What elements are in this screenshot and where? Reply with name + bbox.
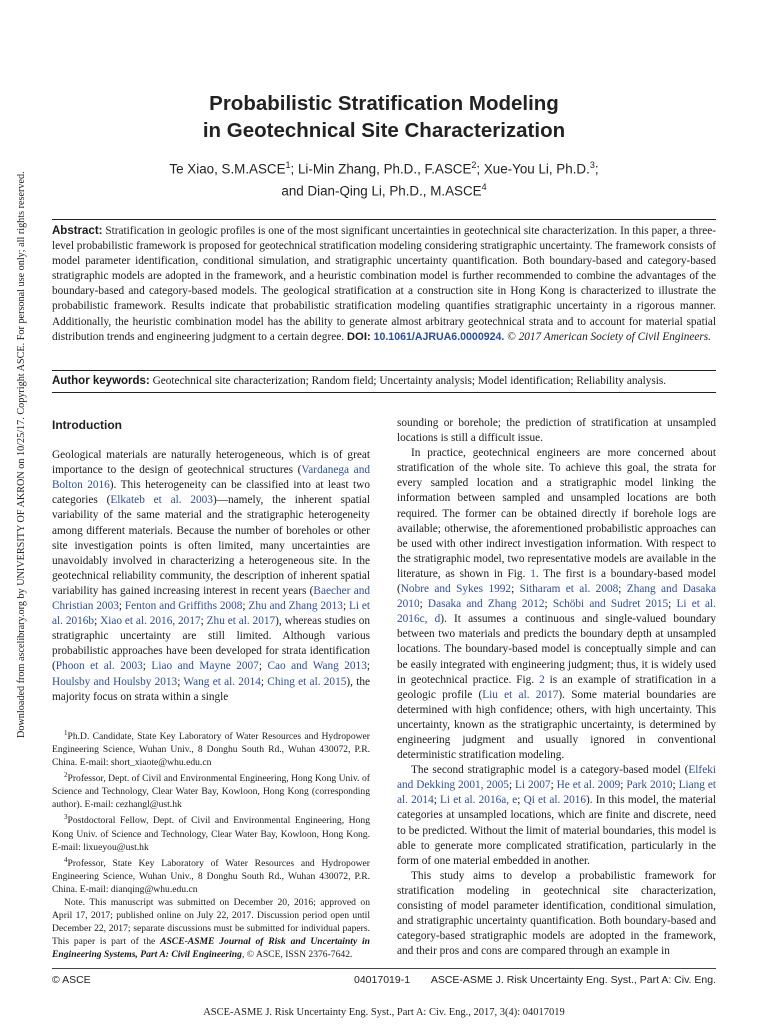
download-notice-text: Downloaded from ascelibrary.org by UNIVERSITY OF AKRON on 10/25/17. Copyright ASCE. For personal use only; all rights reserved.	[16, 171, 27, 738]
citation-link[interactable]: Li et al. 2016b	[52, 600, 370, 628]
body-text: ), the majority focus on strata within a single	[52, 675, 371, 703]
citation-link[interactable]: Baecher and Christian 2003	[52, 584, 371, 613]
keywords-top-rule	[52, 370, 716, 371]
footnote-3-text: Postdoctoral Fellow, Dept. of Civil and Environmental Engineering, Hong Kong Univ. of Science and Technology, Clear Water Bay, Kowloon, Hong Kong. E-mail: lixueyou@ust.hk	[52, 815, 370, 853]
abstract-top-rule	[52, 219, 716, 220]
left-column	[52, 416, 370, 705]
body-text: . The first is a boundary-based model (	[397, 567, 716, 596]
citation-link[interactable]: He et al. 2009	[556, 779, 621, 792]
footnote-1-text: Ph.D. Candidate, State Key Laboratory of Water Resources and Hydropower Engineering Science, Wuhan Univ., 8 Donghu South Rd., Wuhan 430072, P.R. China. E-mail: short_xiaote@whu.edu.cn	[52, 731, 370, 769]
author-line-1	[0, 156, 768, 178]
body-text: In practice, geotechnical engineers are more concerned about stratification of the whole site. To achieve this goal, the strata for every sampled location and a stratigraphic model linking the information between sampled and unsampled locations are both required. The former can be obtained directly if borehole logs are available; otherwise, the aforementioned probabilistic approaches can be used with other indirect investigation information. With respect to the stratigraphic model, two representative models are available in the literature, as shown in Fig.	[397, 447, 716, 580]
footnote-2-text: Professor, Dept. of Civil and Environmental Engineering, Hong Kong Univ. of Science and Technology, Clear Water Bay, Kowloon, Hong Kong (corresponding author). E-mail: cezhangl@ust.hk	[52, 773, 370, 811]
body-text: ;	[544, 598, 553, 611]
citation-link[interactable]: Qi et al. 2016	[523, 794, 587, 807]
footnote-3-marker: 3	[64, 813, 68, 822]
footer-copyright: © ASCE	[52, 974, 91, 986]
body-text: ;	[242, 600, 249, 613]
footnote-1-marker: 1	[64, 729, 68, 737]
submission-note-end: , © ASCE, ISSN 2376-7642.	[241, 948, 353, 960]
author-2: ; Li-Min Zhang, Ph.D., F.ASCE	[290, 161, 472, 177]
author-4-affiliation: 4	[481, 182, 487, 193]
body-text: ;	[517, 794, 524, 807]
body-text: ;	[258, 660, 268, 673]
body-text: ;	[260, 675, 268, 688]
body-text: ;	[366, 660, 370, 673]
author-4: and Dian-Qing Li, Ph.D., M.ASCE	[281, 183, 482, 199]
keywords-bottom-rule	[52, 392, 716, 393]
body-text: ;	[620, 779, 627, 792]
abstract	[52, 224, 716, 345]
citation-link[interactable]: Liao and Mayne 2007	[151, 660, 259, 673]
citation-link[interactable]: Li 2007	[515, 779, 551, 792]
abstract-label: Abstract:	[52, 225, 103, 237]
citation-link[interactable]: Ching et al. 2015	[267, 675, 347, 688]
abstract-copyright: © 2017 American Society of Civil Engineers.	[507, 330, 712, 343]
author-1: Te Xiao, S.M.ASCE	[169, 161, 286, 177]
footer-rule	[52, 968, 716, 969]
right-paragraph-practice	[397, 446, 716, 763]
footer-journal: ASCE-ASME J. Risk Uncertainty Eng. Syst., Part A: Civ. Eng.	[430, 974, 716, 986]
body-text: ). It assumes a continuous and single-valued boundary between two materials and predicts the boundary depth at unsampled locations. The boundary-based model is conceptually simple and can be easily integrated with engineering judgment; thus, it is widely used in geotechnical practice. Fig.	[397, 613, 716, 686]
body-text: ;	[419, 598, 428, 611]
keywords-text: Geotechnical site characterization; Random field; Uncertainty analysis; Model identification; Reliability analysis.	[149, 375, 667, 387]
footnote-3	[52, 811, 370, 853]
body-text: ;	[550, 779, 557, 792]
section-heading-introduction: Introduction	[52, 418, 122, 432]
download-notice	[4, 171, 27, 738]
body-text: Geological materials are naturally heterogeneous, which is of great importance to the design of geotechnical structures (	[52, 449, 370, 477]
author-keywords	[52, 374, 716, 389]
intro-paragraph	[52, 448, 370, 705]
citation-link[interactable]: Elkateb et al. 2003	[110, 494, 213, 507]
right-paragraph-continued	[397, 416, 716, 446]
footnote-2-marker: 2	[64, 771, 68, 780]
citation-link[interactable]: Liu et al. 2017	[482, 688, 559, 701]
citation-link[interactable]: Wang et al. 2014	[183, 675, 261, 688]
citation-link[interactable]: 1	[530, 567, 536, 580]
footnote-1	[52, 727, 370, 769]
submission-note	[52, 896, 370, 961]
citation-link[interactable]: Schöbi and Sudret 2015	[552, 598, 669, 611]
keywords-label: Author keywords:	[52, 375, 150, 387]
body-text: The second stratigraphic model is a category-based model (	[411, 764, 689, 777]
right-paragraph-category-model	[397, 763, 716, 869]
title-line-2: in Geotechnical Site Characterization	[202, 119, 566, 142]
footnotes	[52, 727, 370, 961]
citation-link[interactable]: Zhu and Zhang 2013	[248, 600, 343, 613]
body-text: ). Some material boundaries are determined with high confidence; others, with high uncertainty. This uncertainty, known as the stratigraphic uncertainty, is determined by engineering judgment and usually ignored in conventional deterministic stratification modeling.	[397, 688, 717, 762]
citation-link[interactable]: Cao and Wang 2013	[267, 660, 367, 673]
author-list	[0, 156, 768, 201]
body-text: is an example of stratification in a geologic profile (	[397, 673, 716, 701]
citation-link[interactable]: Zhang and Dasaka 2010	[397, 583, 716, 611]
abstract-text: Stratification in geologic profiles is one of the most significant uncertainties in geotechnical site characterization. In this paper, a three-level probabilistic framework is proposed for geotechnical stratification modeling considering stratigraphic uncertainty. The framework consists of model parameter identification, conditional simulation, and stratigraphic uncertainty quantification. Both boundary-based and category-based stratigraphic models are adopted in the framework, and a heuristic combination model is further recommended to combine the advantages of the boundary-based and category-based models. The geological stratification at a construction site in Hong Kong is characterized to illustrate the probabilistic framework. Results indicate that probabilistic stratification modeling quantifies stratigraphic uncertainty in a rigorous manner. Additionally, the heuristic combination model has the ability to generate almost arbitrary geotechnical strata and to account for material spatial distribution trends and engineering judgment to a certain degree.	[52, 225, 716, 343]
citation-link[interactable]: Sitharam et al. 2008	[519, 583, 619, 596]
citation-link[interactable]: Fenton and Griffiths 2008	[124, 600, 243, 613]
submission-note-text: Note. This manuscript was submitted on December 20, 2016; approved on April 17, 2017; published online on July 22, 2017. Discussion period open until December 22, 2017; separate discussions must be submitted for individual papers. This paper is part of the	[52, 896, 370, 947]
author-line-2	[0, 178, 768, 200]
body-text: sounding or borehole; the prediction of stratification at unsampled locations is still a difficult issue.	[397, 417, 716, 445]
citation-line: ASCE-ASME J. Risk Uncertainty Eng. Syst., Part A: Civ. Eng., 2017, 3(4): 04017019	[203, 1007, 565, 1018]
body-text: ). In this model, the material categories at unsampled locations, which are finite and discrete, need to be predicted. Without the limit of material boundaries, this model is able to generate more complicated stratification, particularly in the form of one material embedded in another.	[397, 794, 716, 867]
body-text: ;	[118, 600, 125, 613]
body-text: ;	[508, 779, 516, 792]
journal-name: ASCE-ASME Journal of Risk and Uncertainty in Engineering Systems, Part A: Civil Engineering	[52, 935, 370, 960]
body-text: ;	[511, 583, 520, 596]
body-text: ;	[142, 660, 152, 673]
body-text: )—namely, the inherent spatial variability of the same material and the stratigraphic heterogeneity among different materials. Because the number of boreholes or other site investigation points is often limited, many uncertainties are unavoidably involved in characterizing a heterogeneous site. In the geotechnical reliability community, the description of inherent spatial variability has gained increasing interest in recent years (	[52, 494, 370, 597]
author-3-separator: ;	[594, 161, 599, 177]
footnote-4-marker: 4	[64, 855, 68, 864]
citation-link[interactable]: Park 2010	[626, 779, 673, 792]
citation-link[interactable]: Vardanega and Bolton 2016	[52, 464, 370, 492]
footnote-2	[52, 769, 370, 811]
body-text: ;	[200, 615, 207, 628]
citation-link[interactable]: Houlsby and Houlsby 2013	[52, 675, 178, 688]
doi-label: DOI:	[346, 330, 371, 343]
paper-title	[0, 90, 768, 144]
footnote-4	[52, 854, 370, 896]
body-text: ;	[433, 794, 441, 807]
footer-page-id: 04017019-1	[354, 974, 411, 986]
body-text: ). This heterogeneity can be classified into at least two categories (	[52, 479, 370, 507]
right-paragraph-study-aim	[397, 869, 716, 960]
citation-link[interactable]: Nobre and Sykes 1992	[400, 583, 512, 596]
citation-link[interactable]: Phoon et al. 2003	[55, 660, 143, 673]
doi-link[interactable]: 10.1061/AJRUA6.0000924.	[373, 330, 505, 343]
author-1-affiliation: 1	[285, 160, 291, 170]
right-column	[397, 416, 716, 959]
author-2-affiliation: 2	[471, 160, 477, 170]
body-text: ;	[672, 779, 679, 792]
body-text: ;	[668, 598, 677, 611]
citation-link[interactable]: Xiao et al. 2016, 2017	[100, 615, 201, 628]
citation-link[interactable]: Zhu et al. 2017	[206, 615, 276, 628]
citation-link[interactable]: Elfeki and Dekking 2001, 2005	[397, 764, 716, 792]
citation-link[interactable]: Li et al. 2016a, e	[440, 794, 518, 807]
footnote-4-text: Professor, State Key Laboratory of Water Resources and Hydropower Engineering Science, Wuhan Univ., 8 Donghu South Rd., Wuhan 430072, P.R. China. E-mail: dianqing@whu.edu.cn	[52, 857, 370, 895]
title-line-1: Probabilistic Stratification Modeling	[209, 92, 559, 115]
body-text: ;	[342, 600, 349, 613]
author-3-affiliation: 3	[589, 160, 595, 170]
citation-link[interactable]: Li et al. 2016c, d	[397, 598, 716, 626]
citation-link[interactable]: Liang et al. 2014	[397, 779, 717, 807]
body-text: This study aims to develop a probabilistic framework for stratification modeling in geotechnical site characterization, consisting of model parameter identification, conditional simulation, and stratigraphic uncertainty quantification. Both boundary-based and category-based stratigraphic models are adopted in the framework, and their pros and cons are compared through an example in	[397, 869, 716, 958]
body-text: ;	[618, 583, 627, 596]
author-3: ; Xue-You Li, Ph.D.	[476, 161, 590, 177]
body-text: ;	[94, 615, 101, 628]
citation-link[interactable]: Dasaka and Zhang 2012	[427, 598, 545, 611]
citation-link[interactable]: 2	[539, 673, 545, 686]
body-text: ), whereas studies on stratigraphic uncertainty are still limited. Although various probabilistic approaches have been developed for strata identification (	[52, 615, 370, 673]
body-text: ;	[177, 675, 184, 688]
